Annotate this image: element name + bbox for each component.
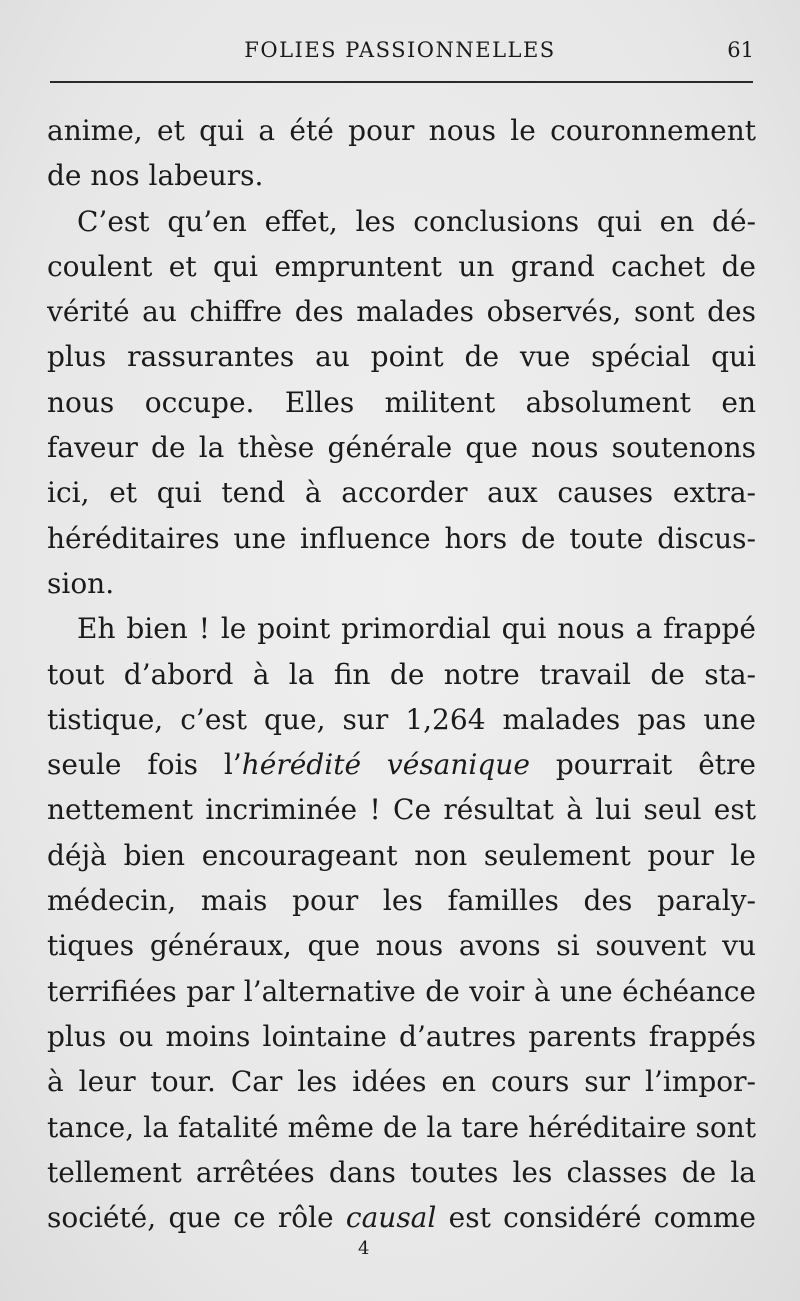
text-line: coulent et qui empruntent un grand cachet de bbox=[47, 249, 756, 283]
text-line: tistique, c’est que, sur 1,264 malades pas une bbox=[47, 702, 756, 736]
running-title: FOLIES PASSIONNELLES bbox=[244, 38, 556, 62]
text-line-with-italic bbox=[47, 742, 756, 787]
text-line: déjà bien encourageant non seulement pour le bbox=[47, 838, 756, 872]
text-line: C’est qu’en effet, les conclusions qui en dé- bbox=[77, 204, 756, 238]
text-line: terrifiées par l’alternative de voir à une échéance bbox=[47, 974, 756, 1008]
text-line: tout d’abord à la fin de notre travail de sta- bbox=[47, 657, 756, 691]
text-line: anime, et qui a été pour nous le couronnement bbox=[47, 114, 756, 147]
text-line: vérité au chiffre des malades observés, sont des bbox=[47, 295, 756, 329]
text-line: tellement arrêtées dans toutes les classes de la bbox=[47, 1155, 756, 1189]
page-header bbox=[46, 38, 754, 68]
italic-term: hérédité vésanique bbox=[241, 748, 530, 782]
text-line: héréditaires une influence hors de toute discus- bbox=[47, 521, 756, 555]
text-line: tiques généraux, que nous avons si souvent vu bbox=[47, 929, 756, 963]
text-line: nous occupe. Elles militent absolument en bbox=[47, 385, 756, 419]
text-line: à leur tour. Car les idées en cours sur l’impor- bbox=[47, 1065, 756, 1099]
text-line: tance, la fatalité même de la tare héréditaire sont bbox=[47, 1110, 756, 1144]
page-number: 61 bbox=[727, 38, 754, 62]
text-line: ici, et qui tend à accorder aux causes extra- bbox=[47, 476, 756, 510]
text-segment: seule fois l’ bbox=[47, 748, 242, 782]
text-segment: est considéré comme bbox=[436, 1201, 756, 1235]
text-line: nettement incriminée ! Ce résultat à lui seul est bbox=[47, 793, 756, 827]
text-line: médecin, mais pour les familles des paraly- bbox=[47, 884, 756, 918]
italic-term: causal bbox=[345, 1201, 437, 1235]
text-segment: société, que ce rôle bbox=[47, 1201, 346, 1235]
text-line: de nos labeurs. bbox=[47, 159, 264, 193]
text-segment: pourrait être bbox=[529, 748, 756, 782]
text-line: plus rassurantes au point de vue spécial qui bbox=[47, 340, 756, 374]
header-rule bbox=[50, 81, 753, 83]
body-text bbox=[47, 108, 756, 1240]
text-line: faveur de la thèse générale que nous soutenons bbox=[47, 431, 756, 465]
text-line: sion. bbox=[47, 566, 115, 600]
text-line-with-italic bbox=[47, 1195, 756, 1240]
signature-mark: 4 bbox=[358, 1238, 370, 1259]
text-line: Eh bien ! le point primordial qui nous a frappé bbox=[77, 612, 756, 646]
text-line: plus ou moins lointaine d’autres parents frappés bbox=[47, 1019, 756, 1053]
